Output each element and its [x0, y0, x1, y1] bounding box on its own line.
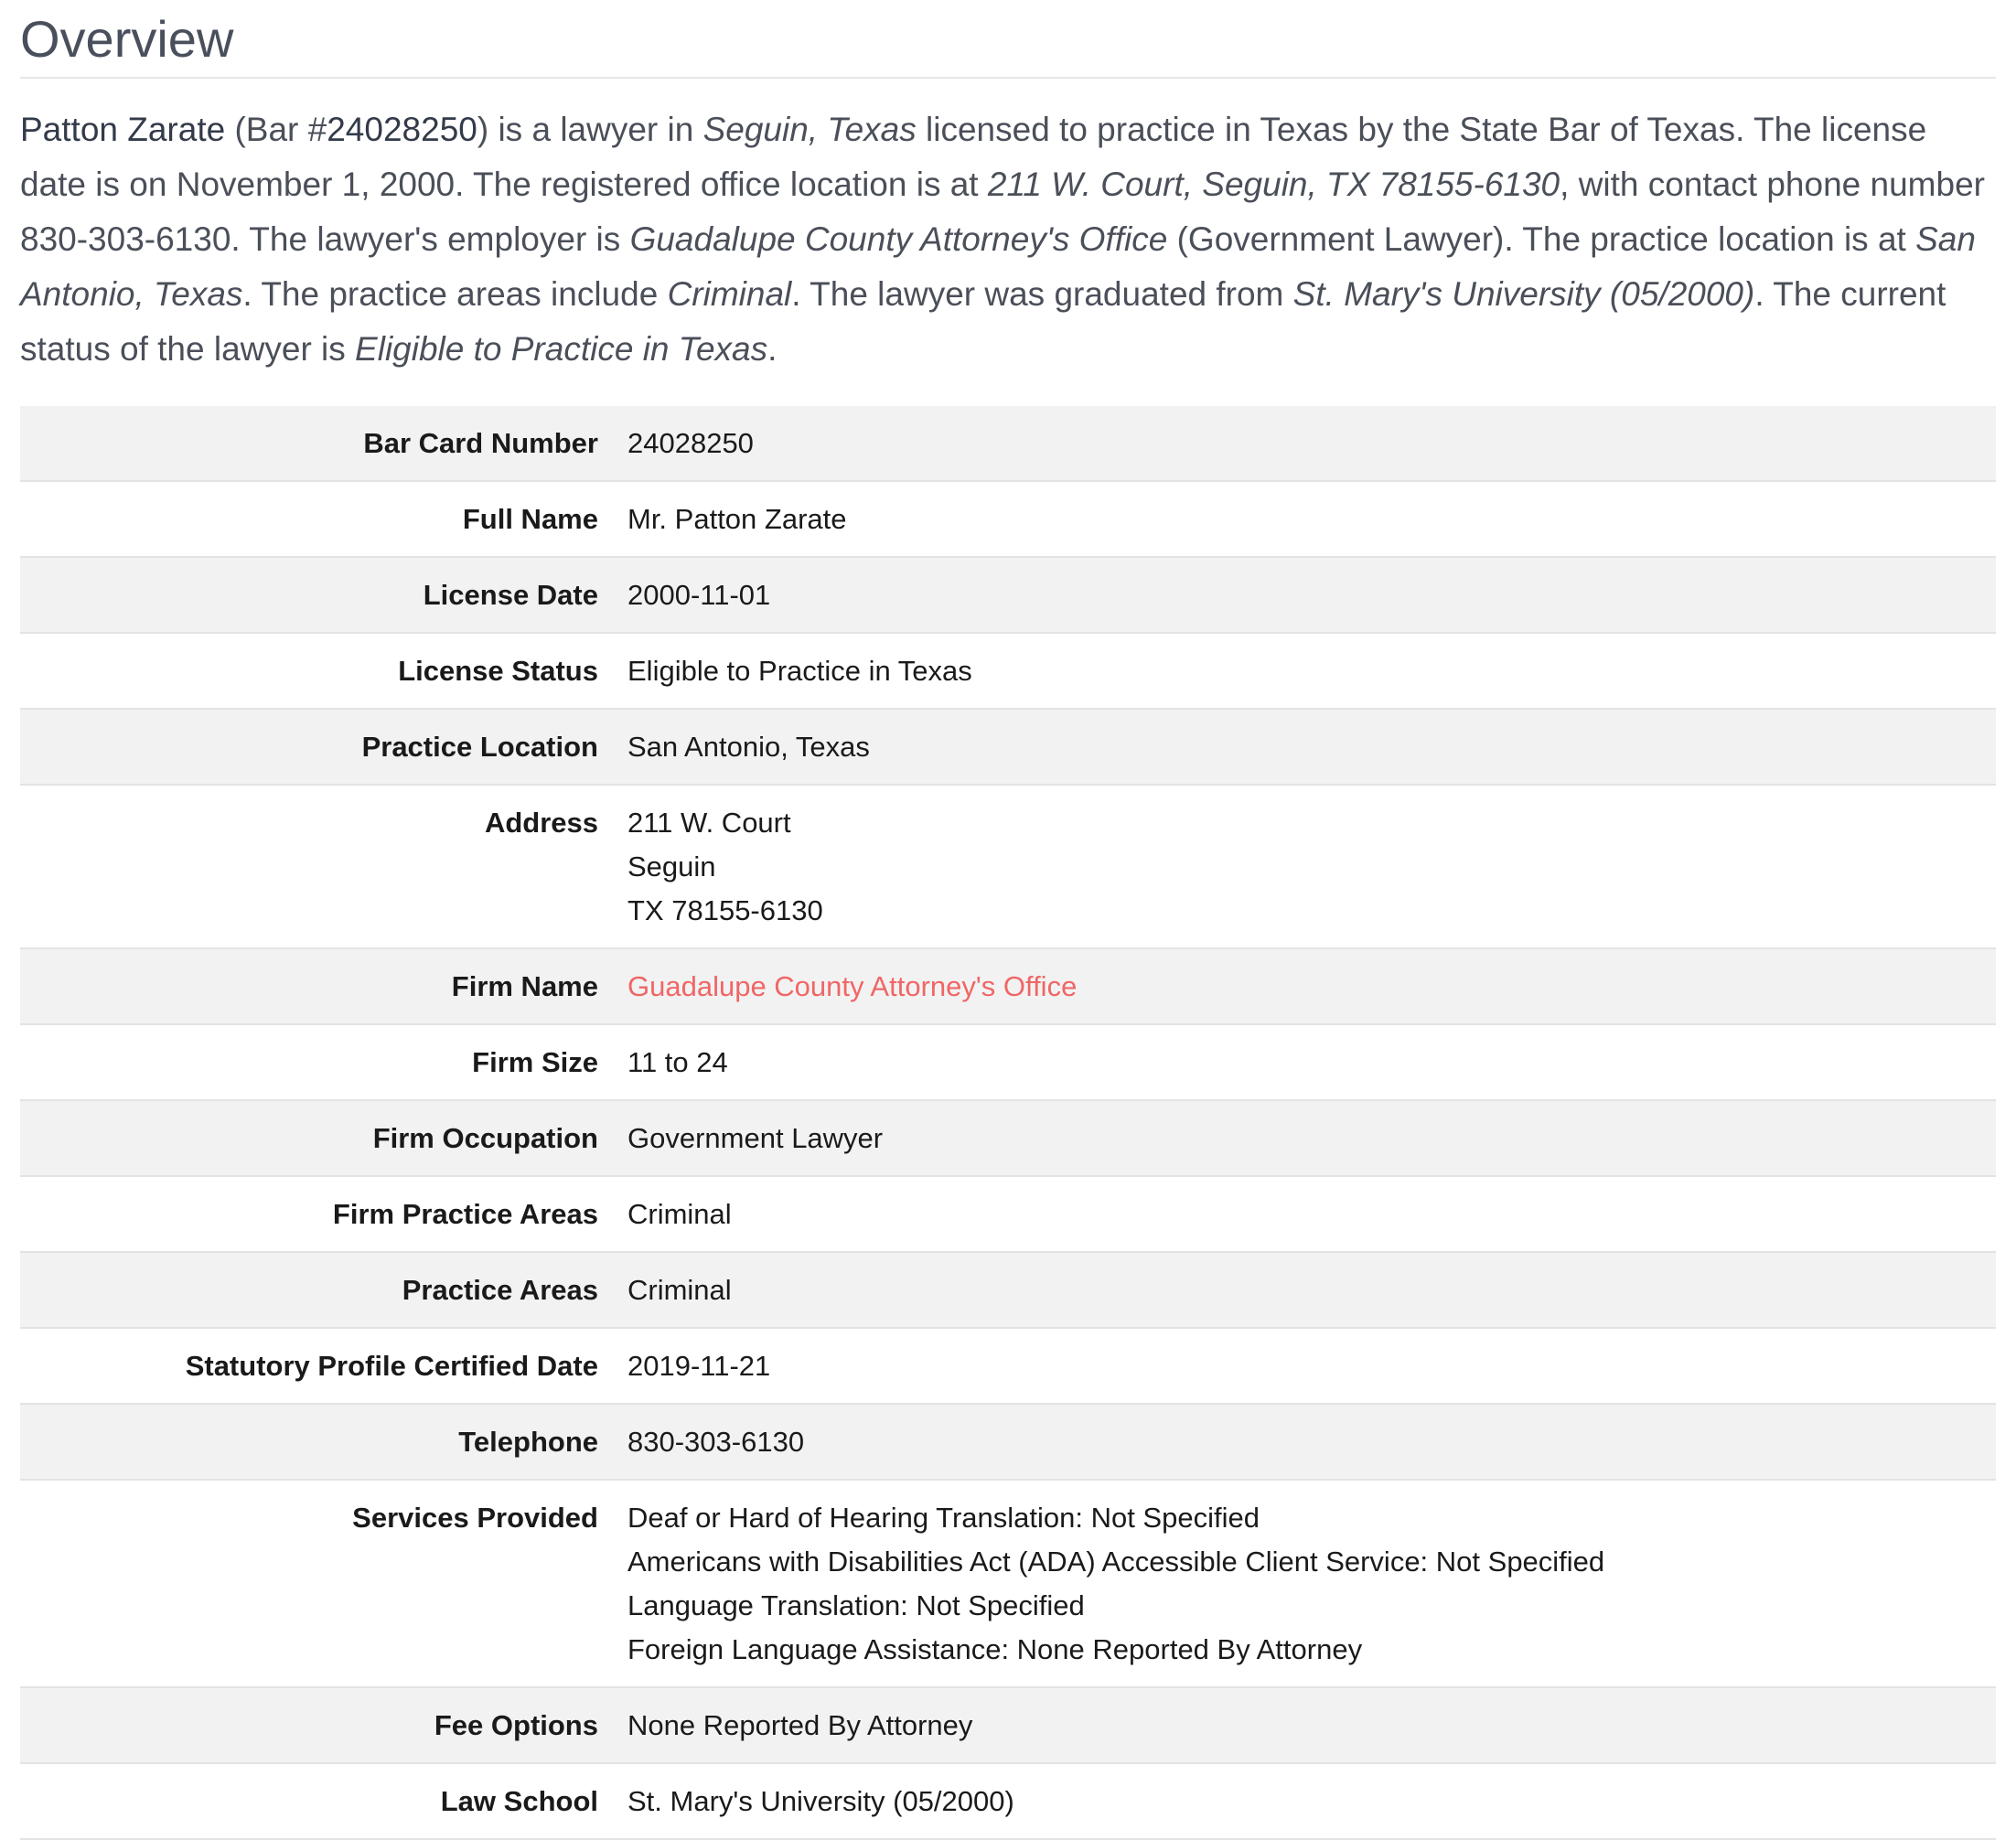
row-value: 2019-11-21 — [627, 1328, 1996, 1404]
lawyer-name: Patton Zarate — [20, 111, 226, 148]
summary-text: (Bar # — [234, 111, 327, 148]
address-line: TX 78155-6130 — [627, 894, 823, 926]
table-row-services-provided — [20, 1480, 1996, 1687]
summary-text: . — [767, 330, 777, 368]
row-value: San Antonio, Texas — [627, 709, 1996, 785]
summary-school: St. Mary's University (05/2000) — [1292, 275, 1755, 313]
overview-section — [20, 0, 1996, 1840]
summary-text: . The practice areas include — [242, 275, 668, 313]
summary-employer: Guadalupe County Attorney's Office — [629, 220, 1168, 258]
table-row-firm-name — [20, 948, 1996, 1024]
summary-areas: Criminal — [667, 275, 792, 313]
row-label: Firm Practice Areas — [20, 1176, 627, 1252]
row-label: Fee Options — [20, 1687, 627, 1763]
service-line: Foreign Language Assistance: None Reported By Attorney — [627, 1633, 1363, 1665]
service-line: Language Translation: Not Specified — [627, 1589, 1085, 1621]
summary-status: Eligible to Practice in Texas — [355, 330, 768, 368]
table-row-address — [20, 785, 1996, 948]
service-line: Americans with Disabilities Act (ADA) Accessible Client Service: Not Specified — [627, 1546, 1605, 1578]
address-line: 211 W. Court — [627, 807, 791, 839]
row-label: Practice Location — [20, 709, 627, 785]
summary-practice-location: San Antonio, Texas — [20, 220, 1976, 313]
address-value — [627, 785, 1996, 948]
table-row-license-status — [20, 633, 1996, 709]
row-label: Full Name — [20, 481, 627, 557]
address-line: Seguin — [627, 850, 716, 883]
row-value: None Reported By Attorney — [627, 1687, 1996, 1763]
summary-text: , with contact phone number 830-303-6130. The lawyer's employer is — [20, 166, 1985, 258]
table-row-firm-practice-areas — [20, 1176, 1996, 1252]
summary-text: . The lawyer was graduated from — [791, 275, 1293, 313]
services-value — [627, 1480, 1996, 1687]
summary-text: ) is a lawyer in — [477, 111, 703, 148]
row-value: 11 to 24 — [627, 1024, 1996, 1100]
row-value: 2000-11-01 — [627, 557, 1996, 633]
row-label: Law School — [20, 1763, 627, 1839]
table-row-bar-card-number — [20, 406, 1996, 481]
firm-name-link[interactable]: Guadalupe County Attorney's Office — [627, 970, 1078, 1002]
row-value: Government Lawyer — [627, 1100, 1996, 1176]
row-label: Telephone — [20, 1404, 627, 1480]
row-value: Eligible to Practice in Texas — [627, 633, 1996, 709]
row-value: Criminal — [627, 1176, 1996, 1252]
table-row-statutory-profile-certified-date — [20, 1328, 1996, 1404]
bar-number: 24028250 — [327, 111, 477, 148]
table-row-full-name — [20, 481, 1996, 557]
row-label: Address — [20, 785, 627, 948]
summary-office: 211 W. Court, Seguin, TX 78155-6130 — [987, 166, 1560, 203]
table-row-practice-areas — [20, 1252, 1996, 1328]
summary-text: (Government Lawyer). The practice location is at — [1167, 220, 1916, 258]
row-label: Practice Areas — [20, 1252, 627, 1328]
row-value — [627, 948, 1996, 1024]
table-row-firm-size — [20, 1024, 1996, 1100]
summary-city: Seguin, Texas — [702, 111, 917, 148]
section-heading: Overview — [20, 0, 1996, 79]
summary-text: . The current status of the lawyer is — [20, 275, 1946, 368]
summary-text: licensed to practice in Texas by the State Bar of Texas. The license date is on November 1, 2000. The registered office location is at — [20, 111, 1927, 203]
row-value: Criminal — [627, 1252, 1996, 1328]
lawyer-details-table — [20, 406, 1996, 1840]
row-label: License Date — [20, 557, 627, 633]
table-row-fee-options — [20, 1687, 1996, 1763]
row-label: Firm Size — [20, 1024, 627, 1100]
row-label: Bar Card Number — [20, 406, 627, 481]
row-label: Statutory Profile Certified Date — [20, 1328, 627, 1404]
table-row-practice-location — [20, 709, 1996, 785]
table-row-firm-occupation — [20, 1100, 1996, 1176]
row-value: 24028250 — [627, 406, 1996, 481]
table-row-telephone — [20, 1404, 1996, 1480]
table-row-license-date — [20, 557, 1996, 633]
row-value: Mr. Patton Zarate — [627, 481, 1996, 557]
row-value: St. Mary's University (05/2000) — [627, 1763, 1996, 1839]
row-label: License Status — [20, 633, 627, 709]
table-row-law-school — [20, 1763, 1996, 1839]
row-value: 830-303-6130 — [627, 1404, 1996, 1480]
row-label: Services Provided — [20, 1480, 627, 1687]
lawyer-summary — [20, 102, 1996, 377]
service-line: Deaf or Hard of Hearing Translation: Not Specified — [627, 1502, 1260, 1534]
row-label: Firm Name — [20, 948, 627, 1024]
row-label: Firm Occupation — [20, 1100, 627, 1176]
